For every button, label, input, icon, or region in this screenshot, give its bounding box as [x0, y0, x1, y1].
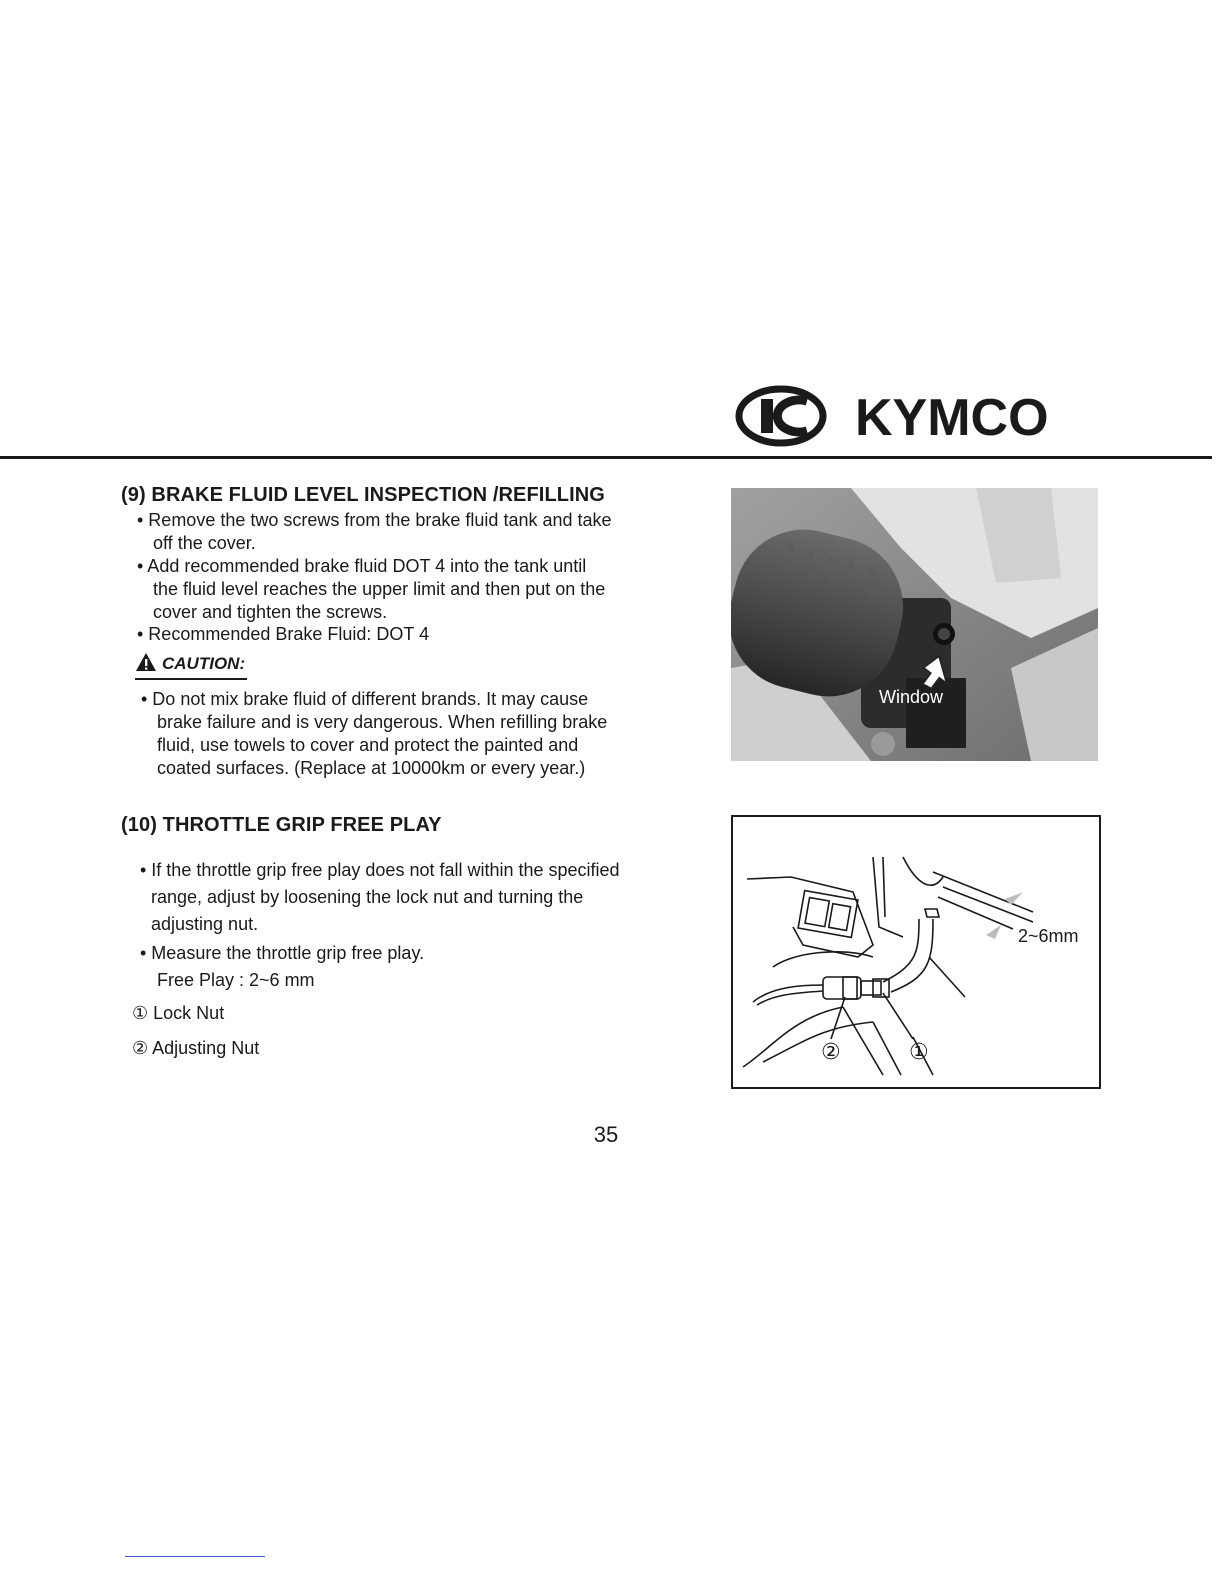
free-play-value: Free Play : 2~6 mm [157, 970, 315, 990]
legend-marker: ② [132, 1038, 149, 1058]
header-rule [0, 456, 1212, 459]
dimension-label: 2~6mm [1018, 926, 1079, 946]
legend-marker: ① [132, 1003, 149, 1023]
warning-icon [135, 652, 157, 672]
legend-label: Lock Nut [153, 1003, 225, 1023]
section-9-bullet-2 [137, 555, 605, 624]
bullet-line: adjusting nut. [151, 914, 259, 934]
legend-lock-nut [132, 1002, 224, 1025]
throttle-diagram [731, 815, 1101, 1089]
caution-heading [135, 652, 247, 680]
bullet-line: cover and tighten the screws. [153, 602, 388, 622]
caution-line: fluid, use towels to cover and protect the painted and [157, 735, 579, 755]
section-9-bullet-1 [137, 509, 612, 555]
diagram-marker-2: ② [821, 1040, 841, 1065]
bullet-line: off the cover. [153, 533, 256, 553]
caution-label: CAUTION: [162, 654, 246, 673]
page-number: 35 [593, 1122, 619, 1147]
bullet-line: • Measure the throttle grip free play. [140, 943, 425, 963]
caution-line: brake failure and is very dangerous. When refilling brake [157, 712, 608, 732]
caution-text [141, 688, 607, 780]
throttle-line-drawing [733, 817, 1099, 1087]
bullet-line: • If the throttle grip free play does not fall within the specified [140, 860, 620, 880]
section-9-bullet-3 [137, 623, 429, 646]
diagram-marker-1: ① [909, 1040, 929, 1065]
legend-adjusting-nut [132, 1037, 259, 1060]
brake-reservoir-photo [731, 488, 1098, 761]
bullet-line: range, adjust by loosening the lock nut and turning the [151, 887, 584, 907]
section-9-title: (9) BRAKE FLUID LEVEL INSPECTION /REFILLING [121, 484, 605, 506]
brand-name: KYMCO [855, 389, 1049, 447]
footer-rule [125, 1556, 265, 1557]
bullet-line: • Add recommended brake fluid DOT 4 into the tank until [137, 556, 587, 576]
section-10-title: (10) THROTTLE GRIP FREE PLAY [121, 814, 442, 836]
caution-line: coated surfaces. (Replace at 10000km or every year.) [157, 758, 586, 778]
section-10-bullet-1 [140, 857, 620, 938]
bullet-line: • Recommended Brake Fluid: DOT 4 [137, 624, 430, 644]
caution-line: • Do not mix brake fluid of different brands. It may cause [141, 689, 589, 709]
legend-label: Adjusting Nut [152, 1038, 260, 1058]
window-label: Window [879, 687, 944, 707]
bullet-line: the fluid level reaches the upper limit and then put on the [153, 579, 606, 599]
bullet-line: • Remove the two screws from the brake fluid tank and take [137, 510, 612, 530]
section-10-bullet-2 [140, 940, 424, 994]
kymco-logo [735, 385, 1090, 447]
